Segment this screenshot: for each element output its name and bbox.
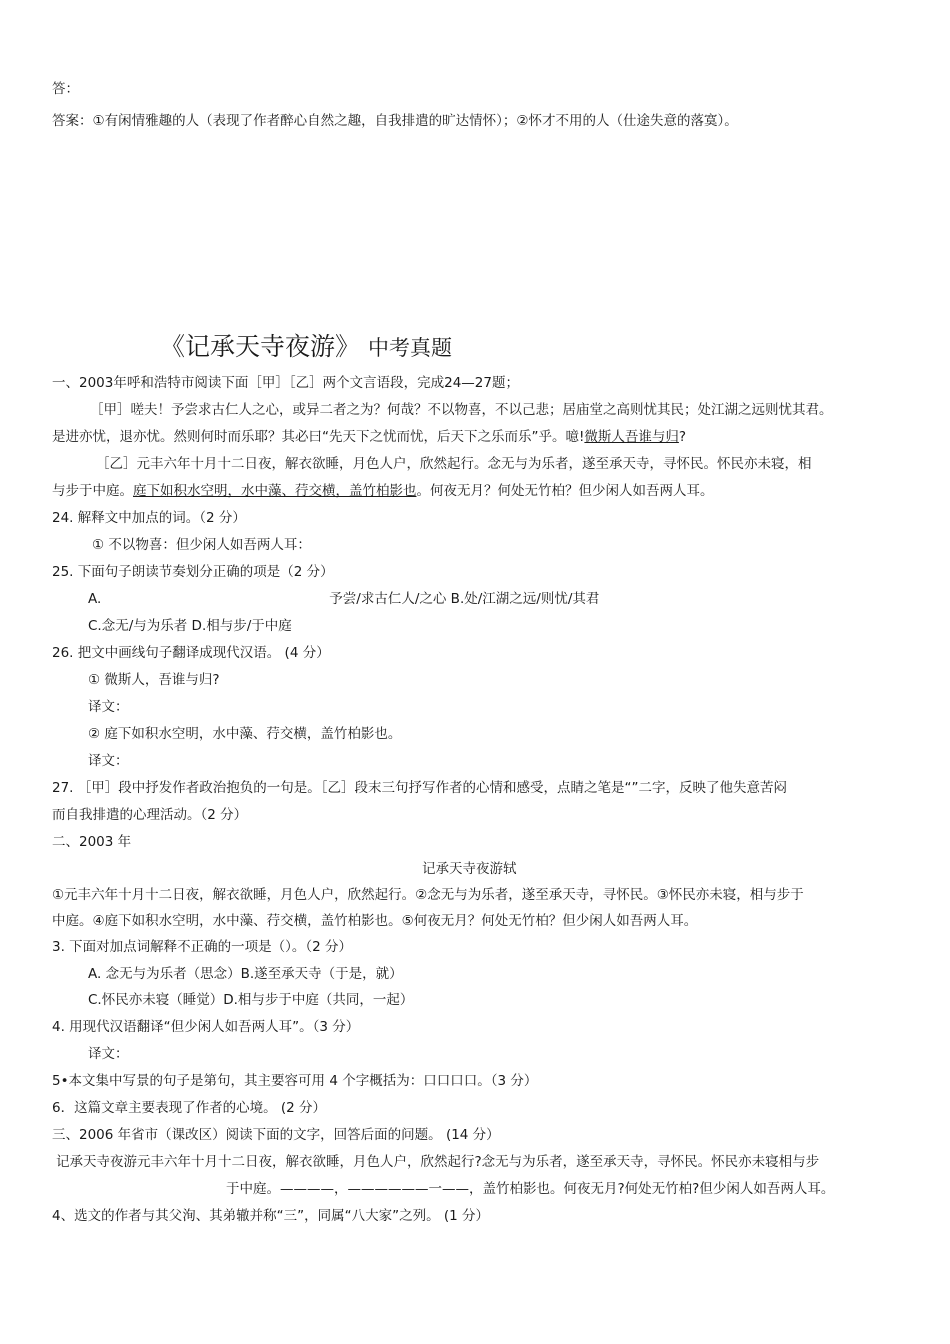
section2-subtitle: 记承天寺夜游轼	[422, 861, 517, 877]
section3-passage-line2: 于中庭。————，——————一——，盖竹柏影也。何夜无月?何处无竹柏?但少闲人如吾两人耳。	[226, 1181, 835, 1197]
question-24-item: ① 不以物喜：但少闲人如吾两人耳：	[92, 537, 311, 553]
section2-heading: 二、2003 年	[52, 834, 132, 850]
section2-passage-line2: 中庭。④庭下如积水空明，水中藻、荇交横，盖竹柏影也。⑤何夜无月？何处无竹柏？但少闲人如吾两人耳。	[52, 913, 698, 929]
underlined-sentence-2: 庭下如积水空明，水中藻、荇交横，盖竹柏影也	[133, 483, 417, 499]
section2-question-3-ab: A. 念无与为乐者（思念）B.遂至承天寺（于是，就）	[88, 966, 403, 982]
title-sub: 中考真题	[368, 336, 453, 360]
question-27-line1: 27. ［甲］段中抒发作者政治抱负的一句是。［乙］段末三句抒写作者的心情和感受，点睛之笔是“”二字，反映了他失意苦闷	[52, 780, 787, 796]
question-25-cd: C.念无/与为乐者 D.相与步/于中庭	[88, 618, 292, 634]
title-main: 《记承天寺夜游》	[160, 332, 361, 361]
question-25: 25. 下面句子朗读节奏划分正确的项是（2 分）	[52, 564, 334, 580]
section1-heading: 一、2003年呼和浩特市阅读下面［甲］［乙］两个文言语段，完成24—27题；	[52, 375, 519, 391]
question-26: 26. 把文中画线句子翻译成现代汉语。 (4 分）	[52, 645, 330, 661]
passage-yi-line1: ［乙］元丰六年十月十二日夜，解衣欲睡，月色人户，欣然起行。念无与为乐者，遂至承天寺，寻怀民。怀民亦未寝，相	[96, 456, 812, 472]
answer-text: 答案：①有闲情雅趣的人（表现了作者醉心自然之趣，自我排遣的旷达情怀）；②怀才不用的人（仕途失意的落寞）。	[52, 113, 738, 129]
section2-question-3: 3. 下面对加点词解释不正确的一项是（）。（2 分）	[52, 939, 353, 955]
passage-jia-line2: 是进亦忧，退亦忧。然则何时而乐耶？其必曰“先天下之忧而忧，后天下之乐而乐”乎。噫!微斯人吾谁与归?	[52, 429, 687, 445]
section2-question-5: 5•本文集中写景的句子是第句，其主要容可用 4 个字概括为：口口口口。（3 分）	[52, 1073, 538, 1089]
question-24: 24. 解释文中加点的词。（2 分）	[52, 510, 246, 526]
question-25-ab: A. 予尝/求古仁人/之心 B.处/江湖之远/则忧/其君	[88, 591, 600, 607]
section2-question-4: 4. 用现代汉语翻译“但少闲人如吾两人耳”。（3 分）	[52, 1019, 360, 1035]
section3-heading: 三、2006 年省市（课改区）阅读下面的文字，回答后面的问题。 (14 分）	[52, 1127, 500, 1143]
page-title	[160, 330, 452, 365]
section3-passage-line1: 记承天寺夜游元丰六年十月十二日夜，解衣欲睡，月色人户，欣然起行?念无与为乐者，遂至承天寺，寻怀民。怀民亦未寝相与步	[56, 1154, 820, 1170]
section2-passage-line1: ①元丰六年十月十二日夜，解衣欲睡，月色人户，欣然起行。②念无与为乐者，遂至承天寺，寻怀民。③怀民亦未寝，相与步于	[52, 887, 804, 903]
passage-jia-line1: ［甲］嗟夫！予尝求古仁人之心，或异二者之为？何哉？不以物喜，不以己悲；居庙堂之高则忧其民；处江湖之远则忧其君。	[90, 402, 833, 418]
section2-question-6: 6．这篇文章主要表现了作者的心境。 (2 分）	[52, 1100, 327, 1116]
section2-question-3-cd: C.怀民亦未寝（睡觉）D.相与步于中庭（共同，一起）	[88, 992, 414, 1008]
passage-yi-line2: 与步于中庭。庭下如积水空明，水中藻、荇交横，盖竹柏影也。何夜无月？何处无竹柏？但少闲人如吾两人耳。	[52, 483, 714, 499]
question-26-translation1: 译文：	[88, 699, 129, 715]
section3-question-4: 4、选文的作者与其父洵、其弟辙并称“三”，同属“八大家”之列。 (1 分）	[52, 1208, 490, 1224]
answer-prompt: 答：	[52, 81, 79, 97]
question-27-line2: 而自我排遣的心理活动。（2 分）	[52, 807, 248, 823]
question-26-item2: ② 庭下如积水空明，水中藻、荇交横，盖竹柏影也。	[88, 726, 402, 742]
question-26-translation2: 译文：	[88, 753, 129, 769]
question-26-item1: ① 微斯人，吾谁与归?	[88, 672, 220, 688]
underlined-sentence-1: 微斯人吾谁与归	[584, 429, 679, 445]
section2-question-4-translation: 译文：	[88, 1046, 129, 1062]
